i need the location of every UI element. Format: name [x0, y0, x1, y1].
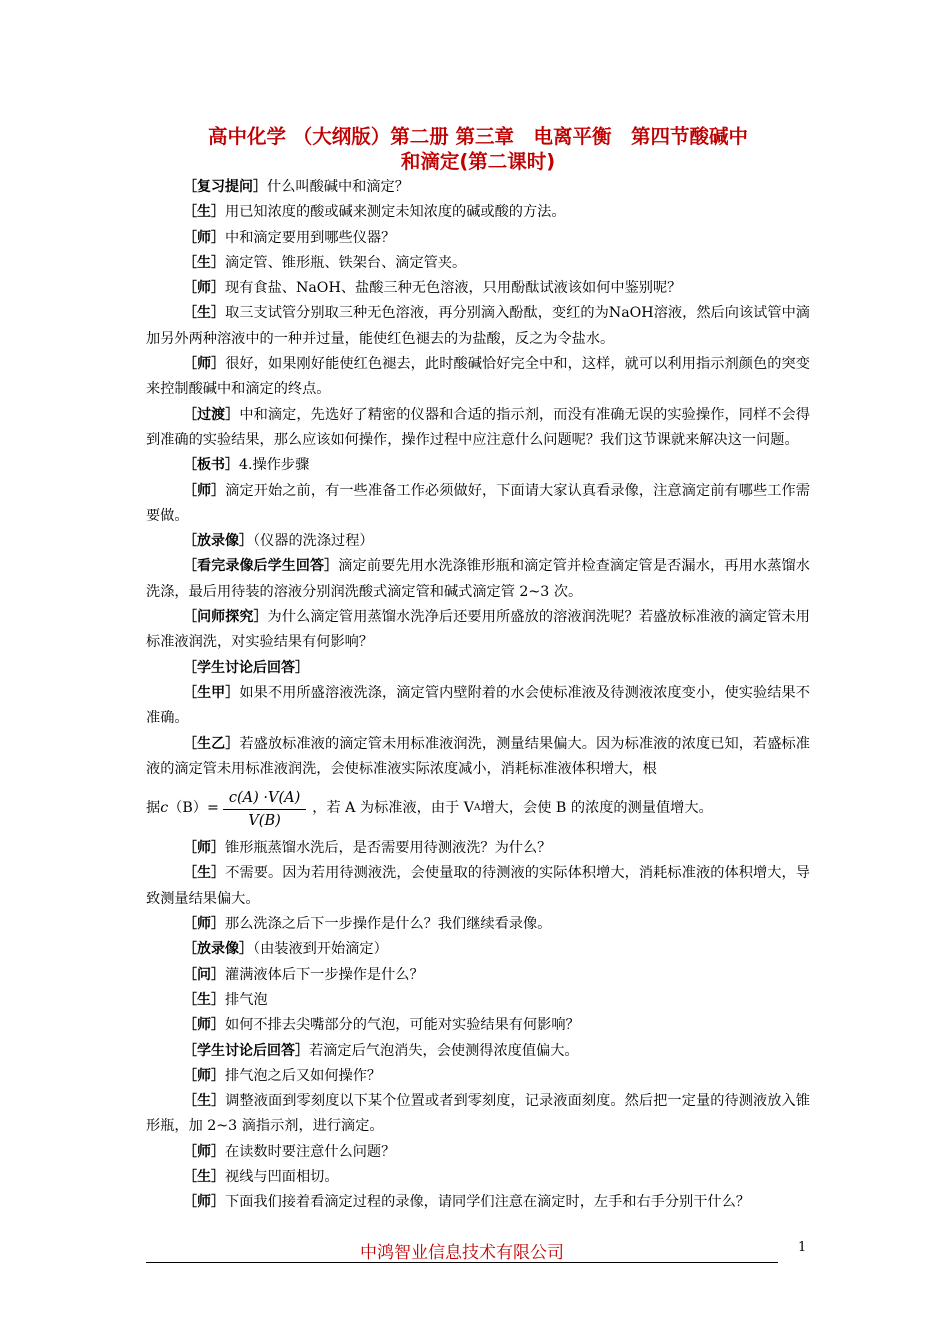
formula-after-2: 增大，会使 B 的浓度的测量值增大。 — [480, 800, 713, 817]
speaker-tag: ［生］ — [183, 865, 226, 882]
speaker-tag: ［复习提问］ — [183, 179, 267, 195]
paragraph-text: 下面我们接着看滴定过程的录像，请同学们注意在滴定时，左手和右手分别干什么？ — [225, 1194, 750, 1211]
speaker-tag: ［学生讨论后回答］ — [183, 1042, 309, 1059]
paragraph — [146, 251, 810, 276]
paragraph — [146, 1089, 810, 1140]
speaker-tag: ［看完录像后学生回答］ — [183, 558, 339, 575]
speaker-tag: ［学生讨论后回答］ — [183, 659, 309, 676]
formula-after-1: ，若 A 为标准液，由于 V — [312, 800, 474, 817]
speaker-tag: ［生］ — [183, 254, 225, 271]
paragraph-text: 那么洗涤之后下一步操作是什么？我们继续看录像。 — [225, 916, 552, 933]
speaker-tag: ［生乙］ — [183, 735, 240, 752]
formula-prefix: 据 — [146, 800, 161, 817]
speaker-tag: ［师］ — [183, 482, 226, 499]
paragraph — [146, 453, 810, 478]
speaker-tag: ［师］ — [183, 916, 225, 933]
paragraph-text: 若盛放标准液的滴定管未用标准液润洗，测量结果偏大。因为标准液的浓度已知，若盛标准液的滴定管未用标准液润洗，会使标准液实际浓度减小，消耗标准液体积增大，根 — [146, 735, 810, 777]
formula-line — [146, 782, 810, 836]
paragraph-group-1 — [146, 175, 810, 782]
paragraph-text: 用已知浓度的酸或碱来测定未知浓度的碱或酸的方法。 — [225, 204, 566, 221]
footer-company: 中鸿智业信息技术有限公司 — [360, 1243, 564, 1263]
speaker-tag: ［生］ — [183, 305, 226, 322]
speaker-tag: ［问师探究］ — [183, 609, 268, 626]
paragraph — [146, 1165, 810, 1190]
document-title-line1: 高中化学 （大纲版）第二册 第三章 电离平衡 第四节酸碱中 — [207, 125, 749, 148]
formula-fraction — [223, 787, 306, 832]
paragraph — [146, 681, 810, 732]
paragraph-text: 视线与凹面相切。 — [225, 1168, 339, 1185]
paragraph — [146, 352, 810, 403]
document-body — [146, 175, 810, 1216]
paragraph — [146, 988, 810, 1013]
paragraph-text: （仪器的洗涤过程） — [253, 533, 374, 550]
paragraph — [146, 732, 810, 783]
paragraph — [146, 175, 810, 200]
paragraph-text: 排气泡 — [225, 991, 268, 1008]
speaker-tag: ［过渡］ — [183, 406, 240, 423]
paragraph — [146, 276, 810, 301]
paragraph — [146, 836, 810, 861]
paragraph-text: 不需要。因为若用待测液洗，会使量取的待测液的实际体积增大，消耗标准液的体积增大，导致测量结果偏大。 — [146, 865, 810, 907]
speaker-tag: ［师］ — [183, 280, 225, 297]
paragraph-text: 排气泡之后又如何操作？ — [225, 1067, 382, 1084]
paragraph-text: 现有食盐、NaOH、盐酸三种无色溶液，只用酚酞试液该如何中鉴别呢？ — [225, 280, 682, 297]
paragraph-text: 若滴定后气泡消失，会使测得浓度值偏大。 — [309, 1042, 579, 1059]
paragraph-group-2 — [146, 836, 810, 1215]
speaker-tag: ［问］ — [183, 966, 225, 983]
paragraph-text: 中和滴定，先选好了精密的仪器和合适的指示剂，而没有准确无误的实验操作，同样不会得到准确的实验结果，那么应该如何操作，操作过程中应注意什么问题呢？我们这节课就来解决这一问题。 — [146, 406, 810, 448]
speaker-tag: ［师］ — [183, 1194, 225, 1211]
paragraph — [146, 1190, 810, 1215]
paragraph-text: 在读数时要注意什么问题？ — [225, 1143, 396, 1160]
speaker-tag: ［生］ — [183, 1093, 226, 1110]
paragraph-text: 为什么滴定管用蒸馏水洗净后还要用所盛放的溶液润洗呢？若盛放标准液的滴定管未用标准液润洗，对实验结果有何影响？ — [146, 609, 810, 651]
paragraph — [146, 912, 810, 937]
speaker-tag: ［师］ — [183, 1143, 225, 1160]
paragraph-text: 很好，如果刚好能使红色褪去，此时酸碱恰好完全中和，这样，就可以利用指示剂颜色的突变来控制酸碱中和滴定的终点。 — [146, 356, 810, 398]
formula-lhs-var: c — [160, 800, 169, 817]
paragraph — [146, 1140, 810, 1165]
paragraph — [146, 200, 810, 225]
formula-lhs-arg: （B）= — [168, 800, 219, 817]
speaker-tag: ［板书］ — [183, 457, 239, 474]
paragraph-text: 什么叫酸碱中和滴定？ — [267, 179, 409, 195]
paragraph — [146, 937, 810, 962]
paragraph-text: （由装液到开始滴定） — [253, 941, 388, 958]
paragraph-text: 如何不排去尖嘴部分的气泡，可能对实验结果有何影响？ — [225, 1017, 580, 1034]
paragraph — [146, 529, 810, 554]
document-title-line2: 和滴定(第二课时) — [400, 150, 556, 173]
paragraph — [146, 301, 810, 352]
paragraph-text: 如果不用所盛溶液洗涤，滴定管内壁附着的水会使标准液及待测液浓度变小，使实验结果不准确。 — [146, 684, 810, 727]
paragraph-text: 调整液面到零刻度以下某个位置或者到零刻度，记录液面刻度。然后把一定量的待测液放入锥形瓶，加 2~3 滴指示剂，进行滴定。 — [146, 1093, 810, 1135]
paragraph-text: 滴定前要先用水洗涤锥形瓶和滴定管并检查滴定管是否漏水，再用水蒸馏水洗涤，最后用待装的溶液分别润洗酸式滴定管和碱式滴定管 2~3 次。 — [146, 558, 810, 600]
paragraph — [146, 479, 810, 530]
speaker-tag: ［师］ — [183, 356, 226, 373]
paragraph — [146, 1013, 810, 1038]
speaker-tag: ［生］ — [183, 1168, 225, 1185]
formula-denominator: V(B) — [248, 812, 281, 829]
paragraph-text: 灌满液体后下一步操作是什么？ — [225, 966, 424, 983]
formula-numerator: c(A) ·V(A) — [223, 787, 306, 810]
speaker-tag: ［师］ — [183, 1017, 225, 1034]
paragraph — [146, 1064, 810, 1089]
page-number: 1 — [798, 1240, 807, 1255]
formula-subscript: A — [473, 803, 481, 814]
paragraph-text: 锥形瓶蒸馏水洗后，是否需要用待测液洗？为什么？ — [225, 840, 552, 857]
speaker-tag: ［生］ — [183, 204, 225, 221]
paragraph — [146, 403, 810, 454]
paragraph-text: 取三支试管分别取三种无色溶液，再分别滴入酚酞，变红的为NaOH溶液，然后向该试管中滴加另外两种溶液中的一种并过量，能使红色褪去的为盐酸，反之为令盐水。 — [146, 305, 810, 347]
paragraph — [146, 1039, 810, 1064]
footer-rule — [146, 1262, 778, 1263]
paragraph-text: 滴定管、锥形瓶、铁架台、滴定管夹。 — [225, 254, 467, 271]
paragraph — [146, 963, 810, 988]
paragraph-text: 滴定开始之前，有一些准备工作必须做好，下面请大家认真看录像，注意滴定前有哪些工作需要做。 — [146, 482, 810, 524]
speaker-tag: ［生甲］ — [183, 684, 240, 701]
speaker-tag: ［师］ — [183, 1067, 225, 1084]
speaker-tag: ［师］ — [183, 840, 225, 857]
paragraph — [146, 656, 810, 681]
speaker-tag: ［师］ — [183, 229, 225, 246]
speaker-tag: ［放录像］ — [183, 941, 253, 958]
speaker-tag: ［放录像］ — [183, 533, 253, 550]
paragraph-text: 4.操作步骤 — [239, 457, 310, 474]
paragraph-text: 中和滴定要用到哪些仪器？ — [225, 229, 396, 246]
paragraph — [146, 605, 810, 656]
paragraph — [146, 861, 810, 912]
paragraph — [146, 226, 810, 251]
paragraph — [146, 554, 810, 605]
speaker-tag: ［生］ — [183, 991, 225, 1008]
